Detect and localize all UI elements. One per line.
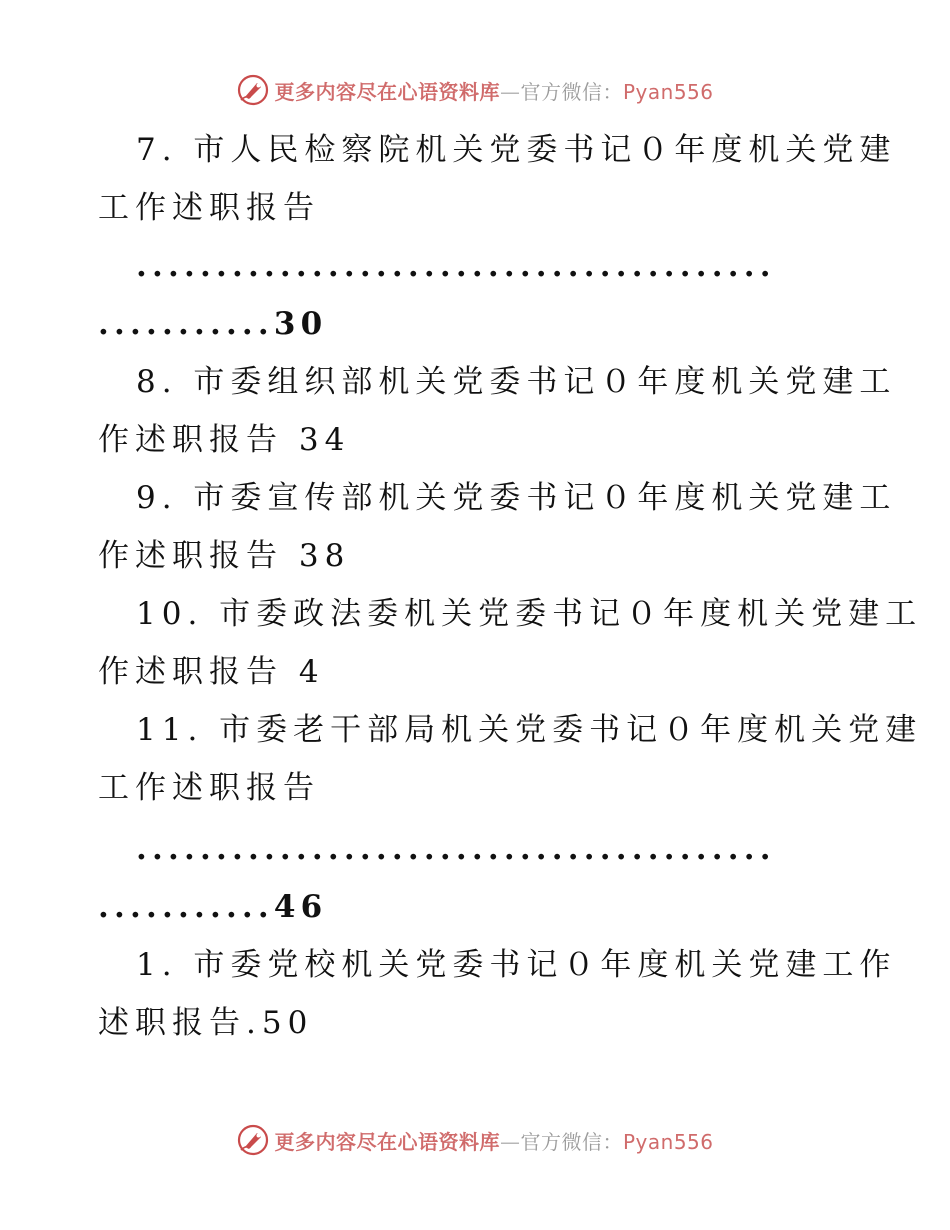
footer-watermark [0, 1120, 950, 1160]
toc-entry-7-title: 7. 市人民检察院机关党委书记０年度机关党建 [136, 132, 897, 168]
toc-entry-11-page: ...........46 [98, 889, 328, 925]
toc-entry-10-title: 10. 市委政法委机关党委书记０年度机关党建工 [136, 596, 923, 632]
toc-entry-8-title-cont: 作述职报告 34 [98, 422, 351, 458]
header-watermark [0, 70, 950, 110]
watermark-contact-label: 官方微信： [520, 1129, 623, 1154]
toc-entry-7-leader-dots: ........................................ [136, 248, 776, 284]
watermark-contact-id: Pyan556 [622, 79, 714, 104]
watermark-dash: — [499, 79, 521, 104]
toc-entry-1-title: 1. 市委党校机关党委书记０年度机关党建工作 [136, 947, 897, 983]
pen-nib-seal-icon [236, 1123, 270, 1157]
watermark-site-text: 更多内容尽在心语资料库 [274, 79, 500, 104]
toc-entry-1-title-cont: 述职报告.50 [98, 1005, 314, 1041]
watermark-dash: — [499, 1129, 521, 1154]
toc-entry-11-title-cont: 工作述职报告 [98, 770, 320, 806]
pen-nib-seal-icon [236, 73, 270, 107]
watermark-text [274, 76, 713, 105]
toc-entry-7-page: ...........30 [98, 306, 328, 342]
toc-entry-7-title-cont: 工作述职报告 [98, 190, 320, 226]
watermark-contact-id: Pyan556 [622, 1129, 714, 1154]
toc-entry-11-leader-dots: ........................................ [136, 831, 776, 867]
watermark-text [274, 1126, 713, 1155]
toc-entry-11-title: 11. 市委老干部局机关党委书记０年度机关党建 [136, 712, 923, 748]
toc-entry-8-title: 8. 市委组织部机关党委书记０年度机关党建工 [136, 364, 897, 400]
watermark-contact-label: 官方微信： [520, 79, 623, 104]
toc-entry-10-title-cont: 作述职报告 4 [98, 654, 325, 690]
toc-entry-9-title: 9. 市委宣传部机关党委书记０年度机关党建工 [136, 480, 897, 516]
toc-entry-9-title-cont: 作述职报告 38 [98, 538, 351, 574]
watermark-site-text: 更多内容尽在心语资料库 [274, 1129, 500, 1154]
